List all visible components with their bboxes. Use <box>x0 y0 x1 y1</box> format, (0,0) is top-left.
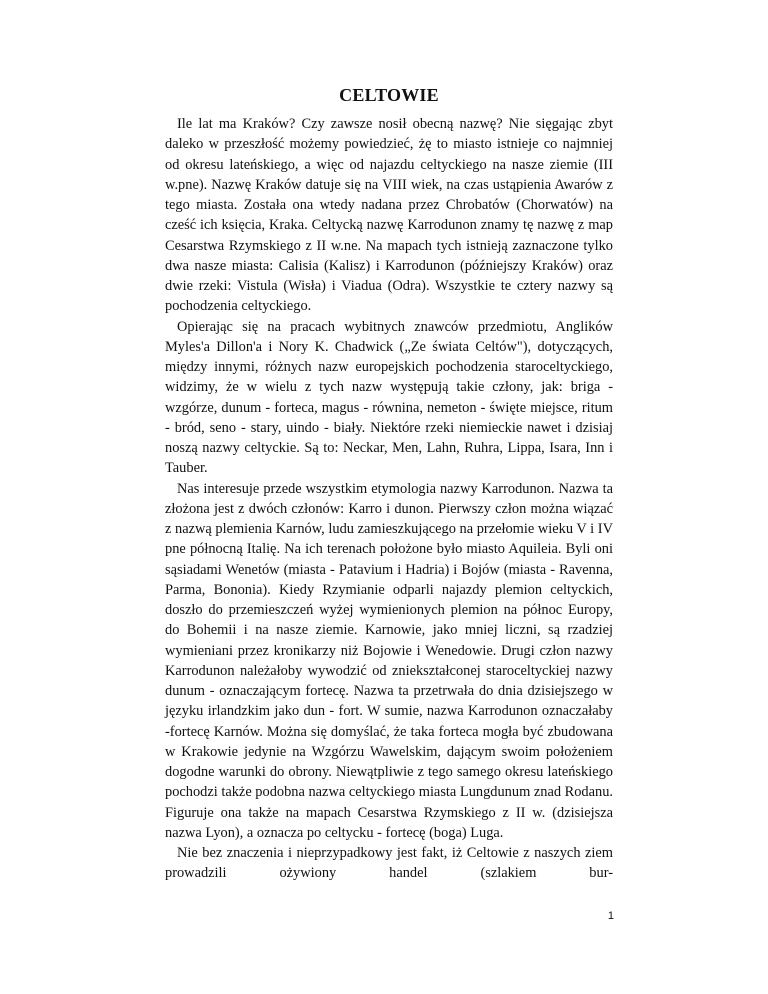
document-page <box>165 84 613 884</box>
paragraph-4: Nie bez znaczenia i nieprzypadkowy jest fakt, iż Celtowie z naszych ziem prowadzili ożywiony handel (szlakiem bur- <box>165 845 613 882</box>
paragraph-1: Ile lat ma Kraków? Czy zawsze nosił obecną nazwę? Nie sięgając zbyt daleko w przeszłość możemy powiedzieć, żę to miasto istnieje co najmniej od okresu lateńskiego, a więc od najazdu celtyckiego na nasze ziemie (III w.pne). Nazwę Kraków datuje się na VIII wiek, na czas ustąpienia Awarów z tego miasta. Została ona wtedy nadana przez Chrobatów (Chorwatów) na cześć ich księcia, Kraka. Celtycką nazwę Karrodunon znamy tę nazwę z map Cesarstwa Rzymskiego z II w.ne. Na mapach tych istnieją zaznaczone tylko dwa nasze miasta: Calisia (Kalisz) i Karrodunon (późniejszy Kraków) oraz dwie rzeki: Vistula (Wisła) i Viadua (Odra). Wszystkie te cztery nazwy są pochodzenia celtyckiego. <box>165 116 613 315</box>
document-title: CELTOWIE <box>339 85 439 105</box>
page-number: 1 <box>607 910 614 922</box>
paragraph-2: Opierając się na pracach wybitnych znawców przedmiotu, Anglików Myles'a Dillon'a i Nory K. Chadwick („Ze świata Celtów"), dotyczących, między innymi, różnych nazw europejskich pochodzenia staroceltyckiego, widzimy, że w wielu z tych nazw występują takie człony, jak: briga - wzgórze, dunum - forteca, magus - równina, nemeton - święte miejsce, ritum - bród, seno - stary, uindo - biały. Niektóre rzeki niemieckie nawet i dzisiaj noszą nazwy celtyckie. Są to: Neckar, Men, Lahn, Ruhra, Lippa, Isara, Inn i Tauber. <box>165 318 613 477</box>
paragraph-3: Nas interesuje przede wszystkim etymologia nazwy Karrodunon. Nazwa ta złożona jest z dwóch członów: Karro i dunon. Pierwszy człon można wiązać z nazwą plemienia Karnów, ludu zamieszkującego na przełomie wieku V i IV pne północną Italię. Na ich terenach położone było miasto Aquileia. Byli oni sąsiadami Wenetów (miasta - Patavium i Hadria) i Bojów (miasta - Ravenna, Parma, Bononia). Kiedy Rzymianie odparli najazdy plemion celtyckich, doszło do przemieszczeń wyżej wymienionych plemion na północ Europy, do Bohemii i na nasze ziemie. Karnowie, jako mniej liczni, są rzadziej wymieniani przez kronikarzy niż Bojowie i Wenedowie. Drugi człon nazwy Karrodunon należałoby wywodzić od zniekształconej staroceltyckiej nazwy dunum - oznaczającym fortecę. Nazwa ta przetrwała do dnia dzisiejszego w języku irlandzkim jako dun - fort. W sumie, nazwa Karrodunon oznaczałaby -fortecę Karnów. Można się domyślać, że taka forteca mogła być zbudowana w Krakowie jedynie na Wzgórzu Wawelskim, dającym swoim położeniem dogodne warunki do obrony. Niewątpliwie z tego samego okresu lateńskiego pochodzi także podobna nazwa celtyckiego miasta Lungdunum znad Rodanu. Figuruje ona także na mapach Cesarstwa Rzymskiego z II w. (dzisiejsza nazwa Lyon), a oznacza po celtycku - fortecę (boga) Luga. <box>165 480 613 841</box>
